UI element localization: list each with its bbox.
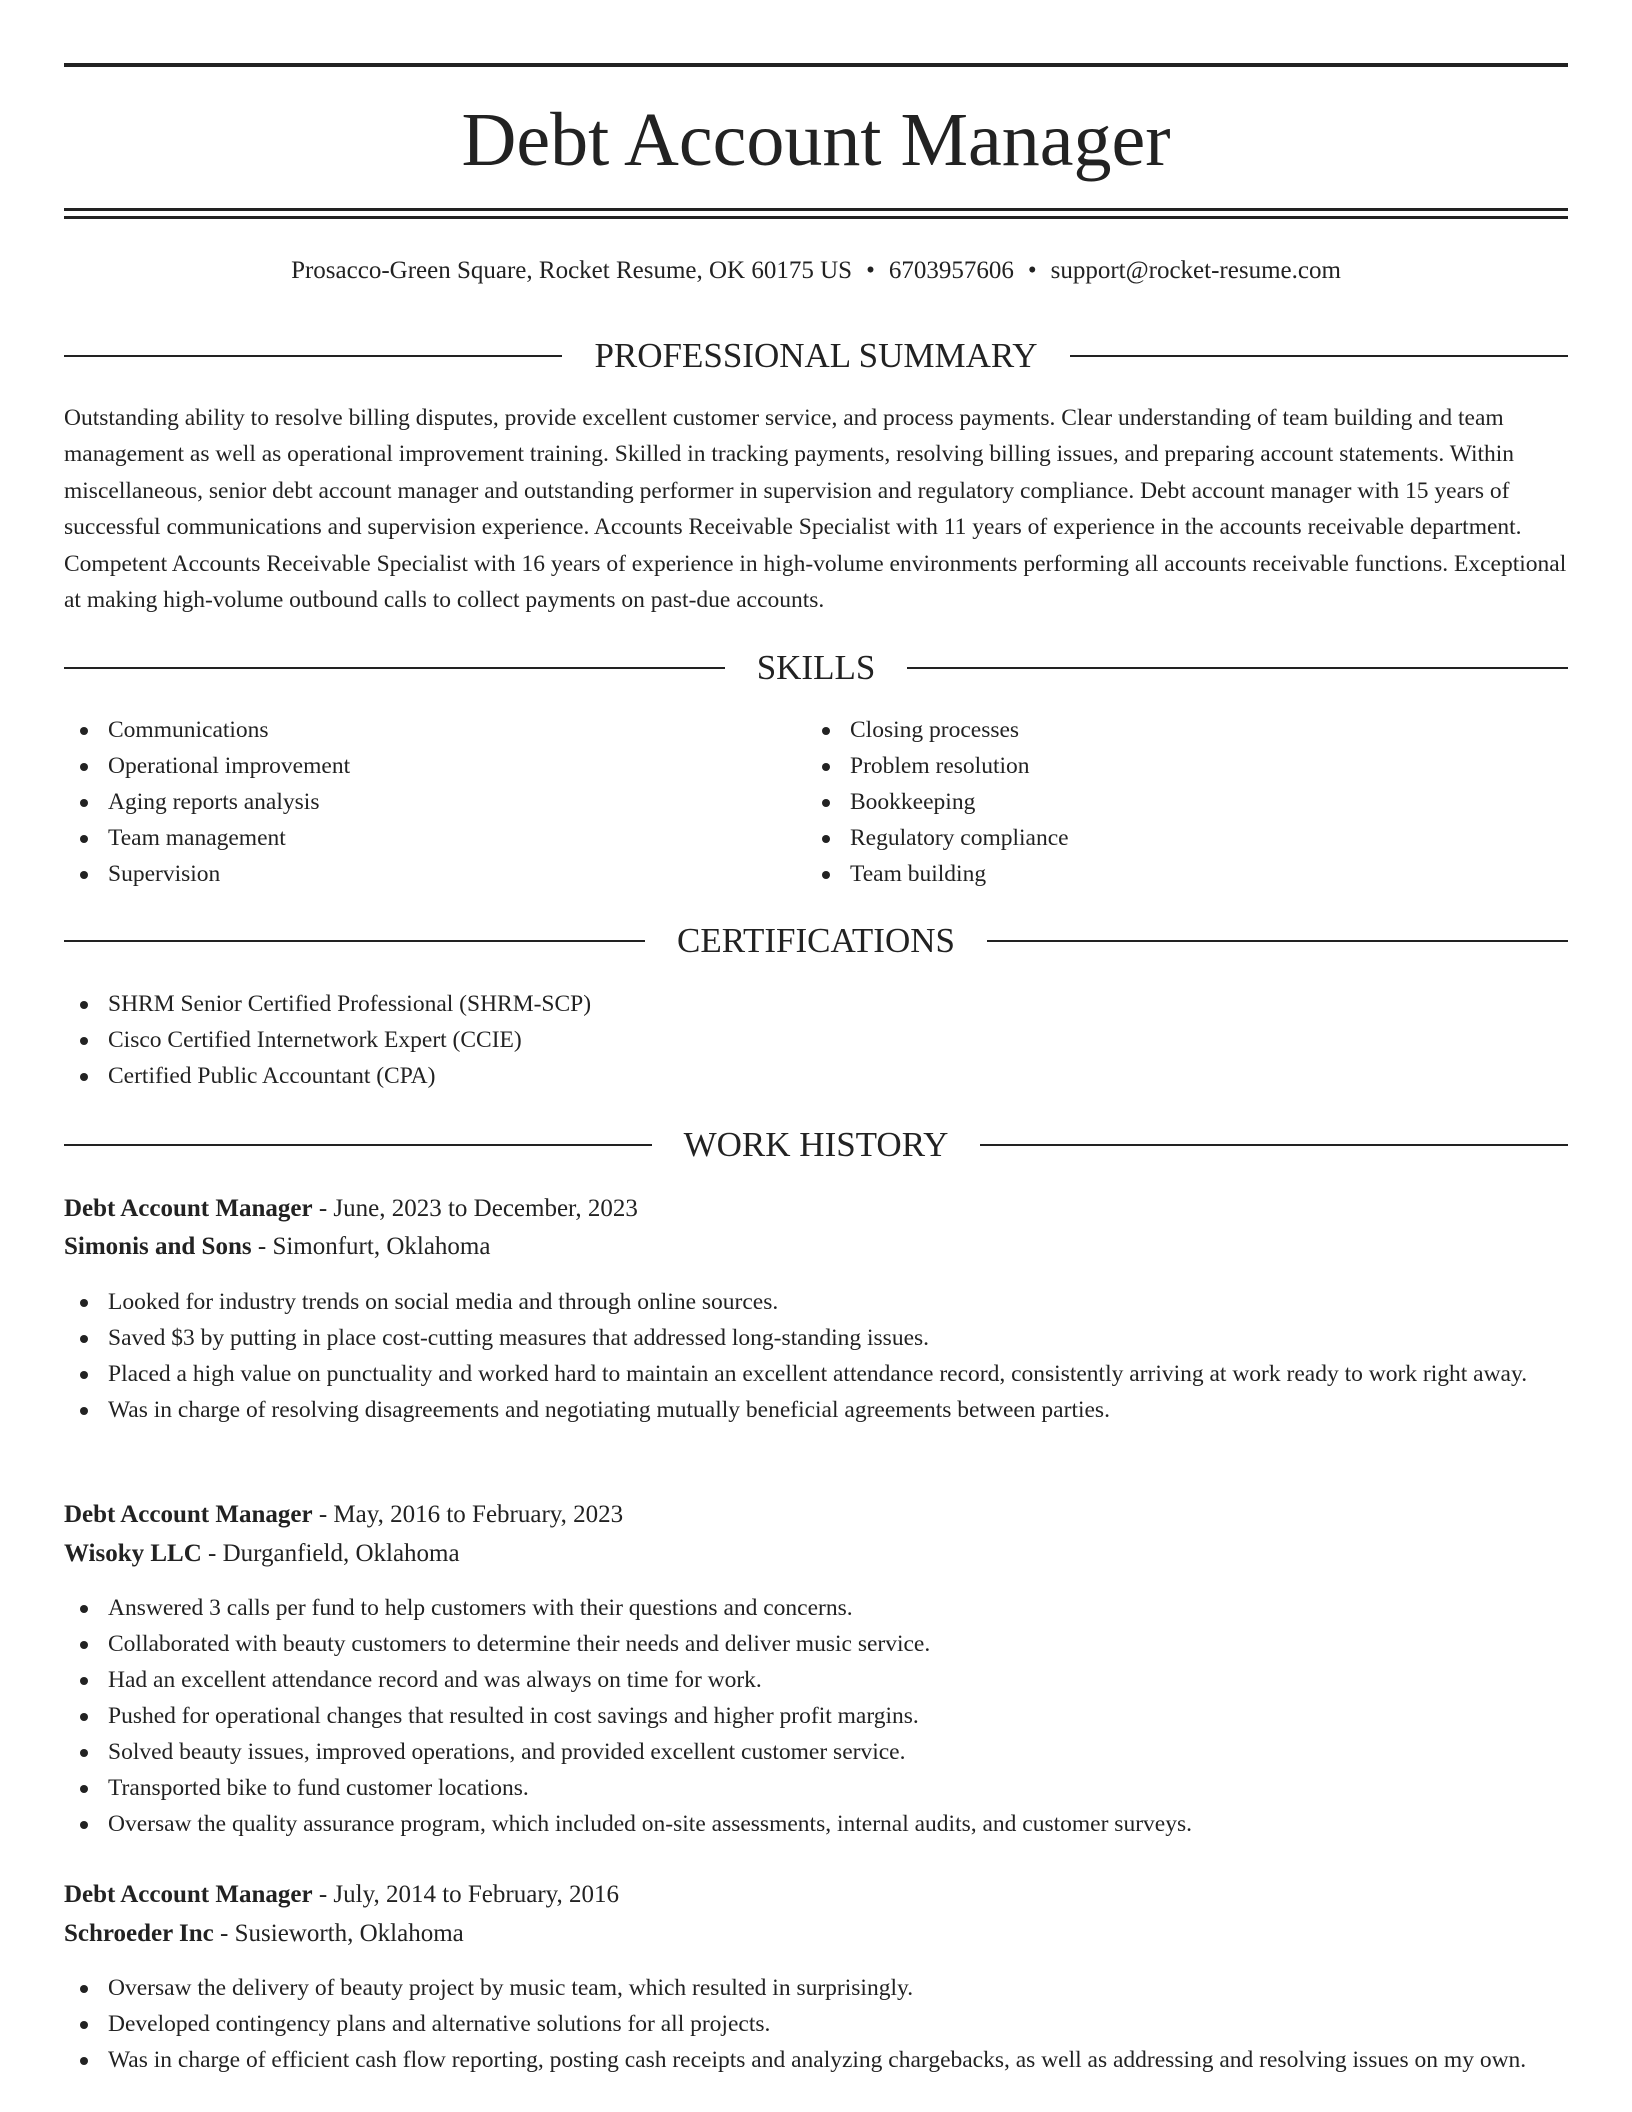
skill-item: Team management xyxy=(64,820,804,856)
heading-rule-right xyxy=(980,1144,1568,1146)
job-bullet: Answered 3 calls per fund to help customers with their questions and concerns. xyxy=(64,1590,1568,1626)
header-double-rule-lower xyxy=(64,216,1568,219)
skill-item: Bookkeeping xyxy=(806,784,1566,820)
skills-list-right xyxy=(806,712,1566,892)
section-title: PROFESSIONAL SUMMARY xyxy=(594,336,1038,375)
heading-rule-left xyxy=(64,667,725,669)
skill-item: Regulatory compliance xyxy=(806,820,1566,856)
job-title: Debt Account Manager xyxy=(64,1501,313,1528)
contact-separator: • xyxy=(866,257,875,284)
job-title: Debt Account Manager xyxy=(64,1881,313,1908)
certifications-list xyxy=(64,986,1568,1094)
certification-item: SHRM Senior Certified Professional (SHRM-SCP) xyxy=(64,986,1568,1022)
job-bullet: Pushed for operational changes that resulted in cost savings and higher profit margins. xyxy=(64,1698,1568,1734)
skill-item: Supervision xyxy=(64,856,804,892)
job-bullet: Was in charge of resolving disagreements and negotiating mutually beneficial agreements between parties. xyxy=(64,1392,1568,1428)
job-company-line xyxy=(64,1537,1568,1571)
dash-separator: - xyxy=(201,1540,223,1567)
job-company-line xyxy=(64,1917,1568,1951)
section-heading-skills xyxy=(64,646,1568,690)
section-heading-summary xyxy=(64,334,1568,378)
job-dates: July, 2014 to February, 2016 xyxy=(333,1881,620,1908)
heading-rule-right xyxy=(1070,355,1568,357)
job-bullets xyxy=(64,1284,1568,1428)
job-title-line xyxy=(64,1498,1568,1532)
job-bullet: Looked for industry trends on social media and through online sources. xyxy=(64,1284,1568,1320)
job-bullet: Solved beauty issues, improved operations, and provided excellent customer service. xyxy=(64,1734,1568,1770)
dash-separator: - xyxy=(312,1881,334,1908)
job-location: Durganfield, Oklahoma xyxy=(222,1540,460,1567)
job-bullet: Collaborated with beauty customers to determine their needs and deliver music service. xyxy=(64,1626,1568,1662)
job-bullet: Oversaw the delivery of beauty project by music team, which resulted in surprisingly. xyxy=(64,1970,1568,2006)
job-title: Debt Account Manager xyxy=(64,1195,313,1222)
job-company: Wisoky LLC xyxy=(64,1540,202,1567)
heading-rule-right xyxy=(907,667,1568,669)
section-heading-work-history xyxy=(64,1123,1568,1167)
job-title-line xyxy=(64,1192,1568,1226)
heading-rule-left xyxy=(64,355,562,357)
certification-item: Certified Public Accountant (CPA) xyxy=(64,1058,1568,1094)
job-bullet: Placed a high value on punctuality and worked hard to maintain an excellent attendance record, consistently arriving at work ready to work right away. xyxy=(64,1356,1568,1392)
skills-list-left xyxy=(64,712,804,892)
dash-separator: - xyxy=(213,1920,235,1947)
skill-item: Closing processes xyxy=(806,712,1566,748)
summary-text: Outstanding ability to resolve billing disputes, provide excellent customer service, and process payments. Clear understanding of team building and team management as well as operational improvement training. Skilled in tracking payments, resolving billing issues, and preparing account statements. Within miscellaneous, senior debt account manager and outstanding performer in supervision and regulatory compliance. Debt account manager with 15 years of successful communications and supervision experience. Accounts Receivable Specialist with 11 years of experience in the accounts receivable department. Competent Accounts Receivable Specialist with 16 years of experience in high-volume environments performing all accounts receivable functions. Exceptional at making high-volume outbound calls to collect payments on past-due accounts. xyxy=(64,405,1567,614)
job-bullet: Oversaw the quality assurance program, which included on-site assessments, internal audits, and customer surveys. xyxy=(64,1806,1568,1842)
section-title: WORK HISTORY xyxy=(683,1125,949,1164)
job-dates: May, 2016 to February, 2023 xyxy=(333,1501,624,1528)
job-location: Simonfurt, Oklahoma xyxy=(272,1233,491,1260)
job-bullets xyxy=(64,1590,1568,1842)
job-bullet: Had an excellent attendance record and was always on time for work. xyxy=(64,1662,1568,1698)
job-title-line xyxy=(64,1878,1568,1912)
section-heading-certifications xyxy=(64,919,1568,963)
resume-title: Debt Account Manager xyxy=(461,98,1171,182)
job-bullet: Developed contingency plans and alternative solutions for all projects. xyxy=(64,2006,1568,2042)
skill-item: Communications xyxy=(64,712,804,748)
heading-rule-left xyxy=(64,940,645,942)
header-double-rule-upper xyxy=(64,208,1568,211)
dash-separator: - xyxy=(251,1233,273,1260)
job-bullet: Was in charge of efficient cash flow reporting, posting cash receipts and analyzing chargebacks, as well as addressing and resolving issues on my own. xyxy=(64,2042,1568,2078)
contact-address: Prosacco-Green Square, Rocket Resume, OK 60175 US xyxy=(291,257,853,284)
job-bullet: Transported bike to fund customer locations. xyxy=(64,1770,1568,1806)
job-dates: June, 2023 to December, 2023 xyxy=(333,1195,638,1222)
skill-item: Aging reports analysis xyxy=(64,784,804,820)
job-location: Susieworth, Oklahoma xyxy=(234,1920,464,1947)
job-bullet: Saved $3 by putting in place cost-cutting measures that addressed long-standing issues. xyxy=(64,1320,1568,1356)
dash-separator: - xyxy=(312,1501,334,1528)
job-company: Simonis and Sons xyxy=(64,1233,252,1260)
contact-phone: 6703957606 xyxy=(888,257,1014,284)
dash-separator: - xyxy=(312,1195,334,1222)
skill-item: Team building xyxy=(806,856,1566,892)
job-bullets xyxy=(64,1970,1568,2078)
heading-rule-left xyxy=(64,1144,652,1146)
contact-line xyxy=(64,254,1568,288)
heading-rule-right xyxy=(987,940,1568,942)
job-company-line xyxy=(64,1230,1568,1264)
contact-email: support@rocket-resume.com xyxy=(1050,257,1341,284)
section-title: SKILLS xyxy=(756,648,876,687)
section-title: CERTIFICATIONS xyxy=(677,921,955,960)
certification-item: Cisco Certified Internetwork Expert (CCIE) xyxy=(64,1022,1568,1058)
skill-item: Operational improvement xyxy=(64,748,804,784)
header-top-rule xyxy=(64,63,1568,67)
job-company: Schroeder Inc xyxy=(64,1920,214,1947)
skill-item: Problem resolution xyxy=(806,748,1566,784)
contact-separator: • xyxy=(1027,257,1037,284)
